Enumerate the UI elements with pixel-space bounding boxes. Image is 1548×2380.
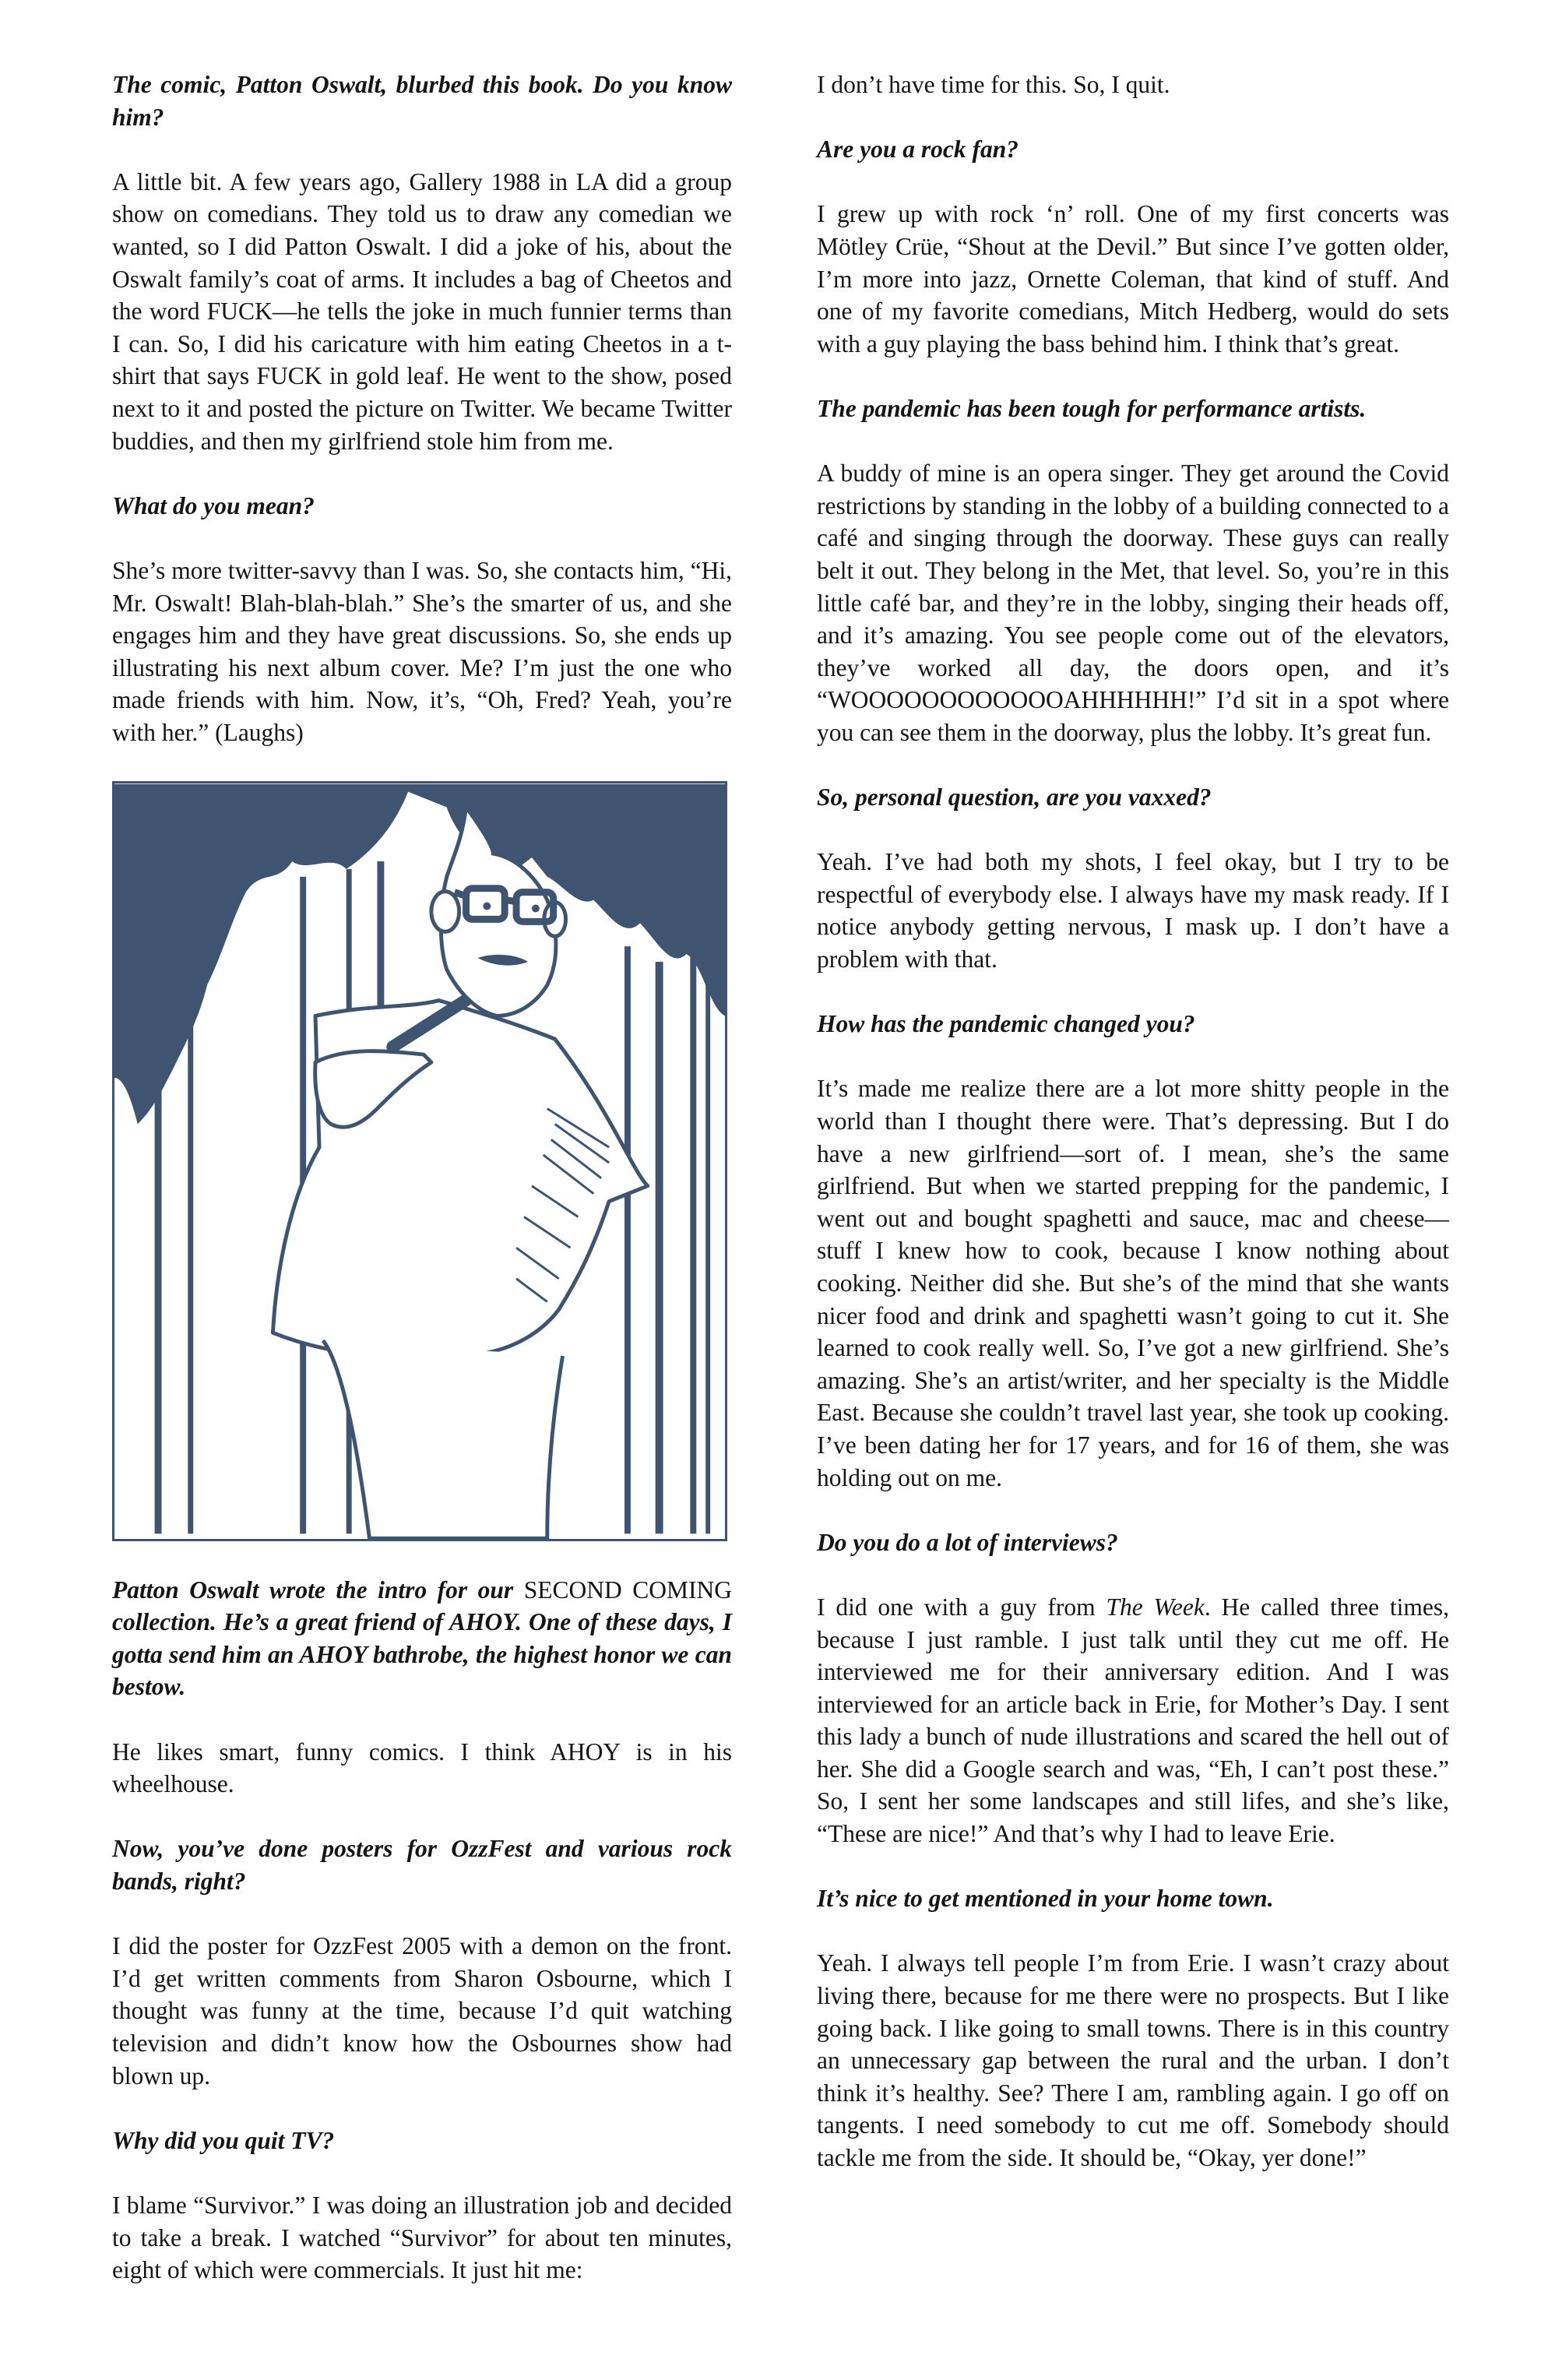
interview-answer: He likes smart, funny comics. I think AHOY is in his wheelhouse. (112, 1737, 732, 1798)
interview-question: It’s nice to get mentioned in your home town. (817, 1885, 1274, 1913)
interview-answer: Yeah. I’ve had both my shots, I feel okay, but I try to be respectful of everybody else. I always have my mask ready. If I notice anybody getting nervous, I mask up. I don’t have a problem with that. (817, 848, 1449, 973)
interview-answer: I blame “Survivor.” I was doing an illustration job and decided to take a break. I watched “Survivor” for about ten minutes, eight of which were commercials. It just hit me: (112, 2191, 732, 2284)
interview-question: So, personal question, are you vaxxed? (817, 783, 1212, 812)
interview-question: Now, you’ve done posters for OzzFest and various rock bands, right? (112, 1835, 732, 1895)
interview-question: The pandemic has been tough for performance artists. (817, 394, 1367, 422)
interview-answer: I did one with a guy from The Week. He called three times, because I just ramble. I just talk until they cut me off. He interviewed me for their anniversary edition. And I was interviewed for an article back in Erie, for Mother’s Day. I sent this lady a bunch of nude illustrations and scared the hell out of her. She did a Google search and was, “Eh, I can’t post these.” So, I sent her some landscapes and still lifes, and she’s like, “These are nice!” And that’s why I had to leave Erie. (817, 1593, 1449, 1848)
interview-answer: A buddy of mine is an opera singer. They get around the Covid restrictions by standing in the lobby of a building connected to a café and singing through the doorway. These guys can really belt it out. They belong in the Met, that level. So, you’re in this little café bar, and they’re in the lobby, singing their heads off, and it’s amazing. You see people come out of the elevators, they’ve worked all day, the doors open, and it’s “WOOOOOOOOOOOOAHHHHHH!” I’d sit in a spot where you can see them in the doorway, plus the lobby. It’s great fun. (817, 459, 1449, 746)
interview-question: Do you do a lot of interviews? (817, 1528, 1118, 1556)
interview-answer: I grew up with rock ‘n’ roll. One of my first concerts was Mötley Crüe, “Shout at the Devil.” But since I’ve gotten older, I’m more into jazz, Ornette Coleman, that kind of stuff. And one of my favorite comedians, Mitch Hedberg, would do sets with a guy playing the bass behind him. I think that’s great. (817, 200, 1449, 357)
caricature-illustration (112, 781, 727, 1541)
interview-answer: I don’t have time for this. So, I quit. (817, 71, 1170, 98)
interview-answer: I did the poster for OzzFest 2005 with a demon on the front. I’d get written comments from Sharon Osbourne, which I thought was funny at the time, because I’d quit watching television and didn’t know how the Osbournes show had blown up. (112, 1932, 732, 2090)
right-column (817, 69, 1449, 2174)
publication-title: The Week (1106, 1593, 1205, 1621)
interview-answer: Yeah. I always tell people I’m from Erie. I wasn’t crazy about living there, because for me there were no prospects. But I like going back. I like going to small towns. There is in this country an unnecessary gap between the rural and the urban. I don’t think it’s healthy. See? There I am, rambling again. I go off on tangents. I need somebody to cut me off. Somebody should tackle me from the side. It should be, “Okay, yer done!” (817, 1949, 1449, 2171)
left-column (112, 69, 732, 2287)
interview-question: Are you a rock fan? (817, 136, 1019, 164)
interview-question: Why did you quit TV? (112, 2126, 335, 2154)
book-title: SECOND COMING (523, 1576, 732, 1604)
interview-answer: A little bit. A few years ago, Gallery 1988 in LA did a group show on comedians. They told us to draw any comedian we wanted, so I did Patton Oswalt. I did a joke of his, about the Oswalt family’s coat of arms. It includes a bag of Cheetos and the word FUCK—he tells the joke in much funnier terms than I can. So, I did his caricature with him eating Cheetos in a t-shirt that says FUCK in gold leaf. He went to the show, posed next to it and posted the picture on Twitter. We became Twitter buddies, and then my girlfriend stole him from me. (112, 167, 732, 455)
interview-question: The comic, Patton Oswalt, blurbed this book. Do you know him? (112, 71, 732, 131)
comedian-with-microphone-illustration (114, 783, 725, 1539)
interview-question: Patton Oswalt wrote the intro for our SECOND COMING collection. He’s a great friend of AHOY. One of these days, I gotta send him an AHOY bathrobe, the highest honor we can bestow. (112, 1576, 732, 1701)
interview-answer: It’s made me realize there are a lot more shitty people in the world than I thought there were. That’s depressing. But I do have a new girlfriend—sort of. I mean, she’s the same girlfriend. But when we started prepping for the pandemic, I went out and bought spaghetti and sauce, mac and cheese—stuff I knew how to cook, because I know nothing about cooking. Neither did she. But she’s of the mind that she wants nicer food and drink and spaghetti wasn’t going to cut it. She learned to cook really well. So, I’ve got a new girlfriend. She’s amazing. She’s an artist/writer, and her specialty is the Middle East. Because she couldn’t travel last year, she took up cooking. I’ve been dating her for 17 years, and for 16 of them, she was holding out on me. (817, 1075, 1449, 1491)
interview-question: What do you mean? (112, 491, 315, 519)
interview-answer: She’s more twitter-savvy than I was. So, she contacts him, “Hi, Mr. Oswalt! Blah-blah-blah.” She’s the smarter of us, and she engages him and they have great discussions. So, she ends up illustrating his next album cover. Me? I’m just the one who made friends with him. Now, it’s, “Oh, Fred? Yeah, you’re with her.” (Laughs) (112, 556, 732, 746)
interview-question: How has the pandemic changed you? (817, 1010, 1195, 1038)
